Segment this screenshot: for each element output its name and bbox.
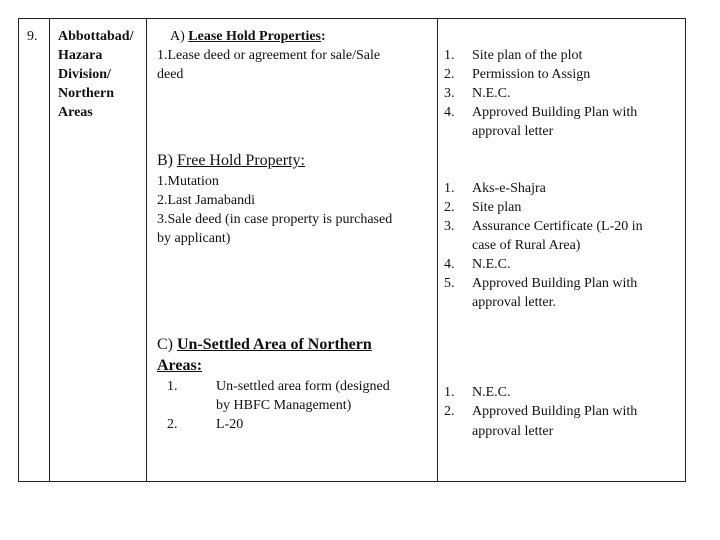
section-c-title-line1: Un-Settled Area of Northern (177, 336, 372, 353)
doc-num: 2. (444, 67, 455, 82)
doc-num: 1. (444, 181, 455, 196)
region-line: Division/ (58, 67, 111, 82)
doc-text: case of Rural Area) (472, 238, 581, 253)
doc-num: 4. (444, 257, 455, 272)
doc-text: N.E.C. (472, 257, 511, 272)
section-c-item-num: 1. (167, 379, 178, 394)
doc-num: 2. (444, 200, 455, 215)
section-a-suffix: : (321, 29, 326, 44)
section-c-heading (157, 335, 372, 354)
section-a-prefix: A) (170, 29, 189, 44)
doc-text: approval letter. (472, 295, 556, 310)
region-line: Hazara (58, 48, 103, 63)
section-b-item: 2.Last Jamabandi (157, 193, 255, 208)
section-b-item: by applicant) (157, 231, 231, 246)
doc-text: N.E.C. (472, 385, 511, 400)
section-c-item-text: by HBFC Management) (216, 398, 352, 413)
doc-num: 1. (444, 48, 455, 63)
section-c-item-text: Un-settled area form (designed (216, 379, 390, 394)
doc-text: approval letter (472, 424, 554, 439)
doc-text: Assurance Certificate (L-20 in (472, 219, 643, 234)
doc-num: 2. (444, 404, 455, 419)
section-c-item-num: 2. (167, 417, 178, 432)
section-c-title-line2: Areas: (157, 357, 203, 374)
doc-text: Approved Building Plan with (472, 404, 638, 419)
section-b-title: Free Hold Property: (177, 152, 305, 169)
section-b-heading (157, 151, 305, 170)
column-divider-1 (49, 18, 50, 482)
column-divider-2 (146, 18, 147, 482)
doc-num: 5. (444, 276, 455, 291)
section-a-title: Lease Hold Properties (188, 29, 322, 44)
doc-text: Permission to Assign (472, 67, 591, 82)
column-divider-3 (437, 18, 438, 482)
doc-num: 4. (444, 105, 455, 120)
section-c-prefix: C) (157, 336, 177, 353)
section-b-item: 3.Sale deed (in case property is purchased (157, 212, 393, 227)
region-line: Northern (58, 86, 114, 101)
section-a-item: deed (157, 67, 184, 82)
doc-text: Aks-e-Shajra (472, 181, 546, 196)
region-line: Abbottabad/ (58, 29, 134, 44)
doc-text: approval letter (472, 124, 554, 139)
doc-num: 3. (444, 86, 455, 101)
doc-num: 3. (444, 219, 455, 234)
row-number: 9. (27, 29, 38, 44)
doc-text: Approved Building Plan with (472, 105, 638, 120)
section-b-prefix: B) (157, 152, 177, 169)
section-a-heading (170, 27, 326, 46)
section-b-item: 1.Mutation (157, 174, 219, 189)
section-a-item: 1.Lease deed or agreement for sale/Sale (157, 48, 381, 63)
doc-text: Site plan (472, 200, 522, 215)
region-line: Areas (58, 105, 93, 120)
doc-text: Site plan of the plot (472, 48, 583, 63)
doc-text: N.E.C. (472, 86, 511, 101)
section-c-item-text: L-20 (216, 417, 244, 432)
doc-text: Approved Building Plan with (472, 276, 638, 291)
doc-num: 1. (444, 385, 455, 400)
